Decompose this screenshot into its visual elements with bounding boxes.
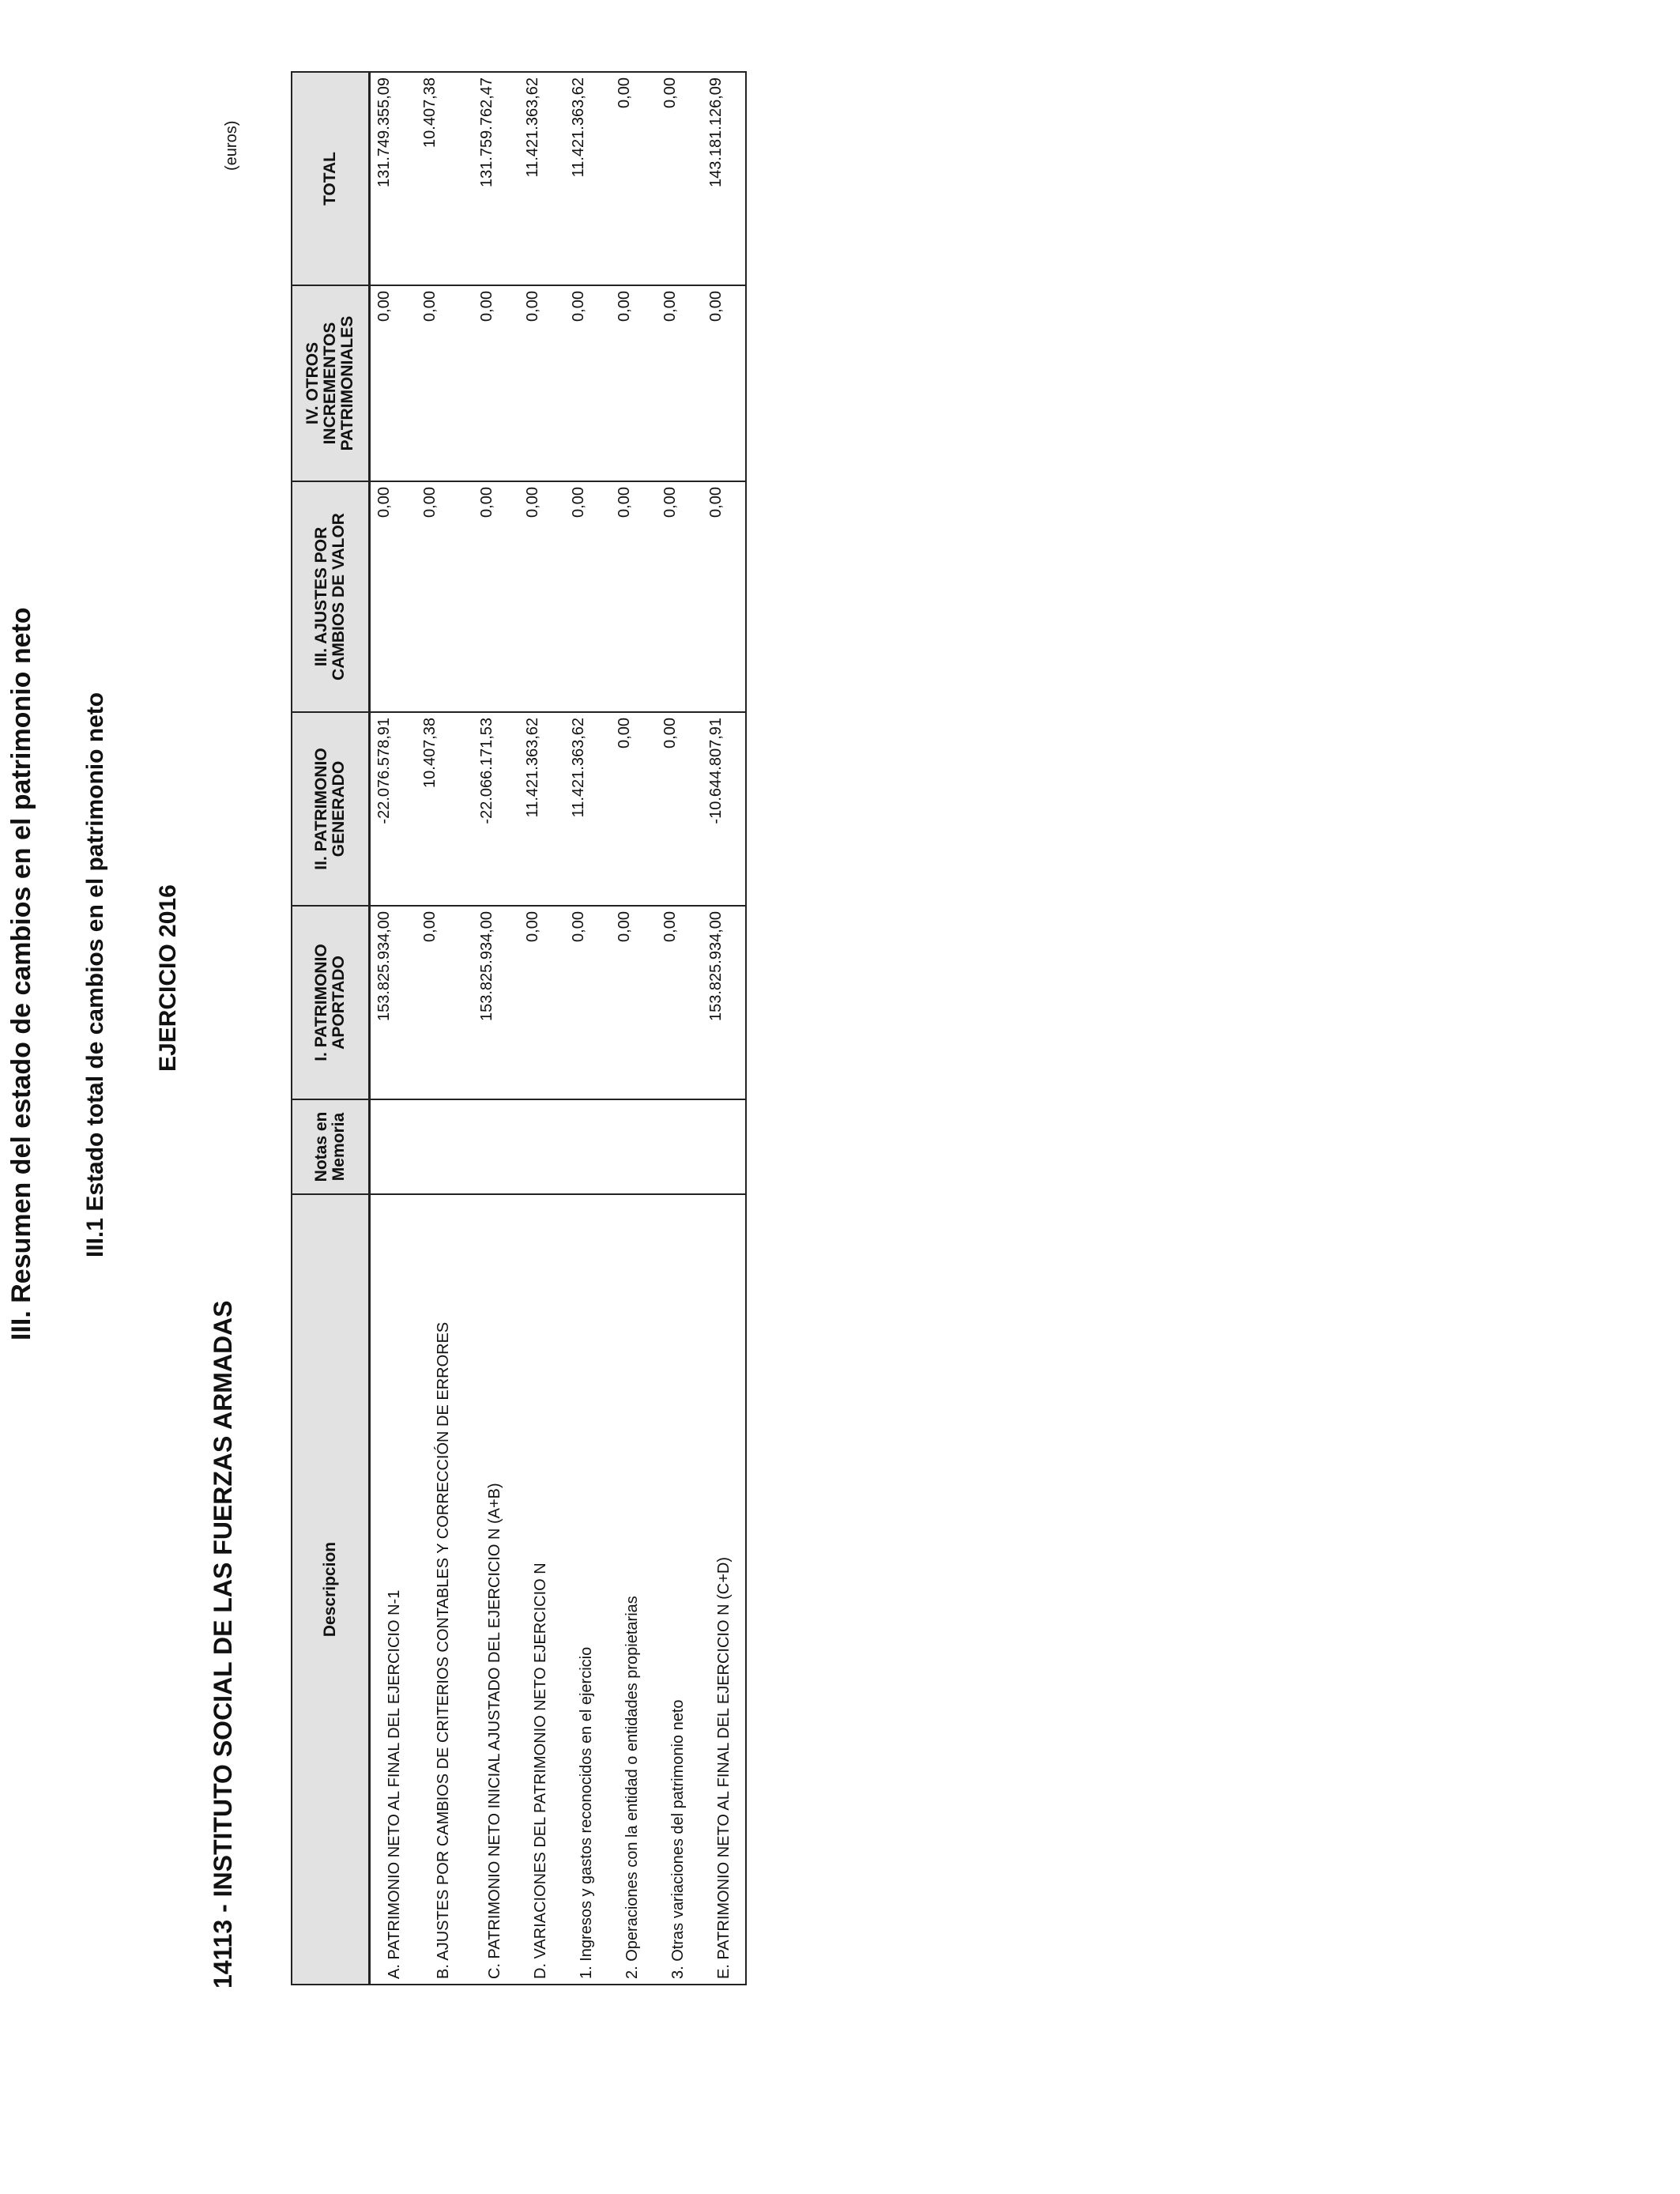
row-description: A. PATRIMONIO NETO AL FINAL DEL EJERCICIO N-1 (370, 1194, 414, 1985)
row-otros: 0,00 (370, 285, 414, 481)
row-generado: -22.076.578,91 (370, 712, 414, 906)
table-row (470, 72, 516, 1985)
row-description: 1. Ingresos y gastos reconocidos en el ejercicio (562, 1194, 608, 1985)
row-generado: 0,00 (608, 712, 654, 906)
row-otros: 0,00 (413, 285, 470, 481)
row-description: C. PATRIMONIO NETO INICIAL AJUSTADO DEL EJERCICIO N (A+B) (470, 1194, 516, 1985)
row-ajustes: 0,00 (562, 481, 608, 712)
header-notes: Notas en Memoria (292, 1099, 370, 1194)
row-aportado: 153.825.934,00 (370, 906, 414, 1099)
header-description: Descripcion (292, 1194, 370, 1985)
header-patrimonio-aportado: I. PATRIMONIO APORTADO (292, 906, 370, 1099)
row-ajustes: 0,00 (413, 481, 470, 712)
row-otros: 0,00 (470, 285, 516, 481)
row-total: 0,00 (654, 72, 699, 285)
row-otros: 0,00 (608, 285, 654, 481)
header-patrimonio-generado: II. PATRIMONIO GENERADO (292, 712, 370, 906)
row-description: 3. Otras variaciones del patrimonio neto (654, 1194, 699, 1985)
row-otros: 0,00 (699, 285, 746, 481)
row-notes (562, 1099, 608, 1194)
row-ajustes: 0,00 (608, 481, 654, 712)
row-total: 10.407,38 (413, 72, 470, 285)
header-total: TOTAL (292, 72, 370, 285)
row-notes (370, 1099, 414, 1194)
row-total: 131.759.762,47 (470, 72, 516, 285)
table-row (608, 72, 654, 1985)
row-aportado: 0,00 (413, 906, 470, 1099)
entity-name: 14113 - INSTITUTO SOCIAL DE LAS FUERZAS ARMADAS (209, 1300, 237, 1989)
row-generado: 10.407,38 (413, 712, 470, 906)
row-ajustes: 0,00 (699, 481, 746, 712)
row-aportado: 0,00 (516, 906, 562, 1099)
row-description: D. VARIACIONES DEL PATRIMONIO NETO EJERCICIO N (516, 1194, 562, 1985)
row-notes (608, 1099, 654, 1194)
row-generado: 0,00 (654, 712, 699, 906)
row-total: 131.749.355,09 (370, 72, 414, 285)
row-otros: 0,00 (654, 285, 699, 481)
row-aportado: 0,00 (654, 906, 699, 1099)
row-otros: 0,00 (516, 285, 562, 481)
row-total: 11.421.363,62 (516, 72, 562, 285)
row-aportado: 153.825.934,00 (699, 906, 746, 1099)
row-notes (516, 1099, 562, 1194)
row-total: 11.421.363,62 (562, 72, 608, 285)
row-description: 2. Operaciones con la entidad o entidades propietarias (608, 1194, 654, 1985)
row-ajustes: 0,00 (654, 481, 699, 712)
row-notes (413, 1099, 470, 1194)
fiscal-year: EJERCICIO 2016 (155, 884, 181, 1072)
table-row (413, 72, 470, 1985)
row-aportado: 153.825.934,00 (470, 906, 516, 1099)
table-row (516, 72, 562, 1985)
currency-unit: (euros) (223, 120, 240, 171)
row-aportado: 0,00 (608, 906, 654, 1099)
table-header-row (292, 72, 370, 1985)
row-total: 0,00 (608, 72, 654, 285)
table-row (699, 72, 746, 1985)
row-generado: -22.066.171,53 (470, 712, 516, 906)
row-notes (470, 1099, 516, 1194)
header-ajustes-valor: III. AJUSTES POR CAMBIOS DE VALOR (292, 481, 370, 712)
document-subtitle: III.1 Estado total de cambios en el patrimonio neto (82, 692, 108, 1257)
row-generado: 11.421.363,62 (562, 712, 608, 906)
row-ajustes: 0,00 (516, 481, 562, 712)
row-description: B. AJUSTES POR CAMBIOS DE CRITERIOS CONTABLES Y CORRECCIÓN DE ERRORES (413, 1194, 470, 1985)
table-row (370, 72, 414, 1985)
row-notes (699, 1099, 746, 1194)
table-row (654, 72, 699, 1985)
table-row (562, 72, 608, 1985)
row-aportado: 0,00 (562, 906, 608, 1099)
header-otros-incrementos: IV. OTROS INCREMENTOS PATRIMONIALES (292, 285, 370, 481)
row-generado: 11.421.363,62 (516, 712, 562, 906)
row-description: E. PATRIMONIO NETO AL FINAL DEL EJERCICIO N (C+D) (699, 1194, 746, 1985)
row-ajustes: 0,00 (470, 481, 516, 712)
row-notes (654, 1099, 699, 1194)
row-ajustes: 0,00 (370, 481, 414, 712)
document-title: III. Resumen del estado de cambios en el patrimonio neto (6, 607, 36, 1340)
row-otros: 0,00 (562, 285, 608, 481)
row-total: 143.181.126,09 (699, 72, 746, 285)
row-generado: -10.644.807,91 (699, 712, 746, 906)
equity-changes-table (291, 71, 747, 1985)
